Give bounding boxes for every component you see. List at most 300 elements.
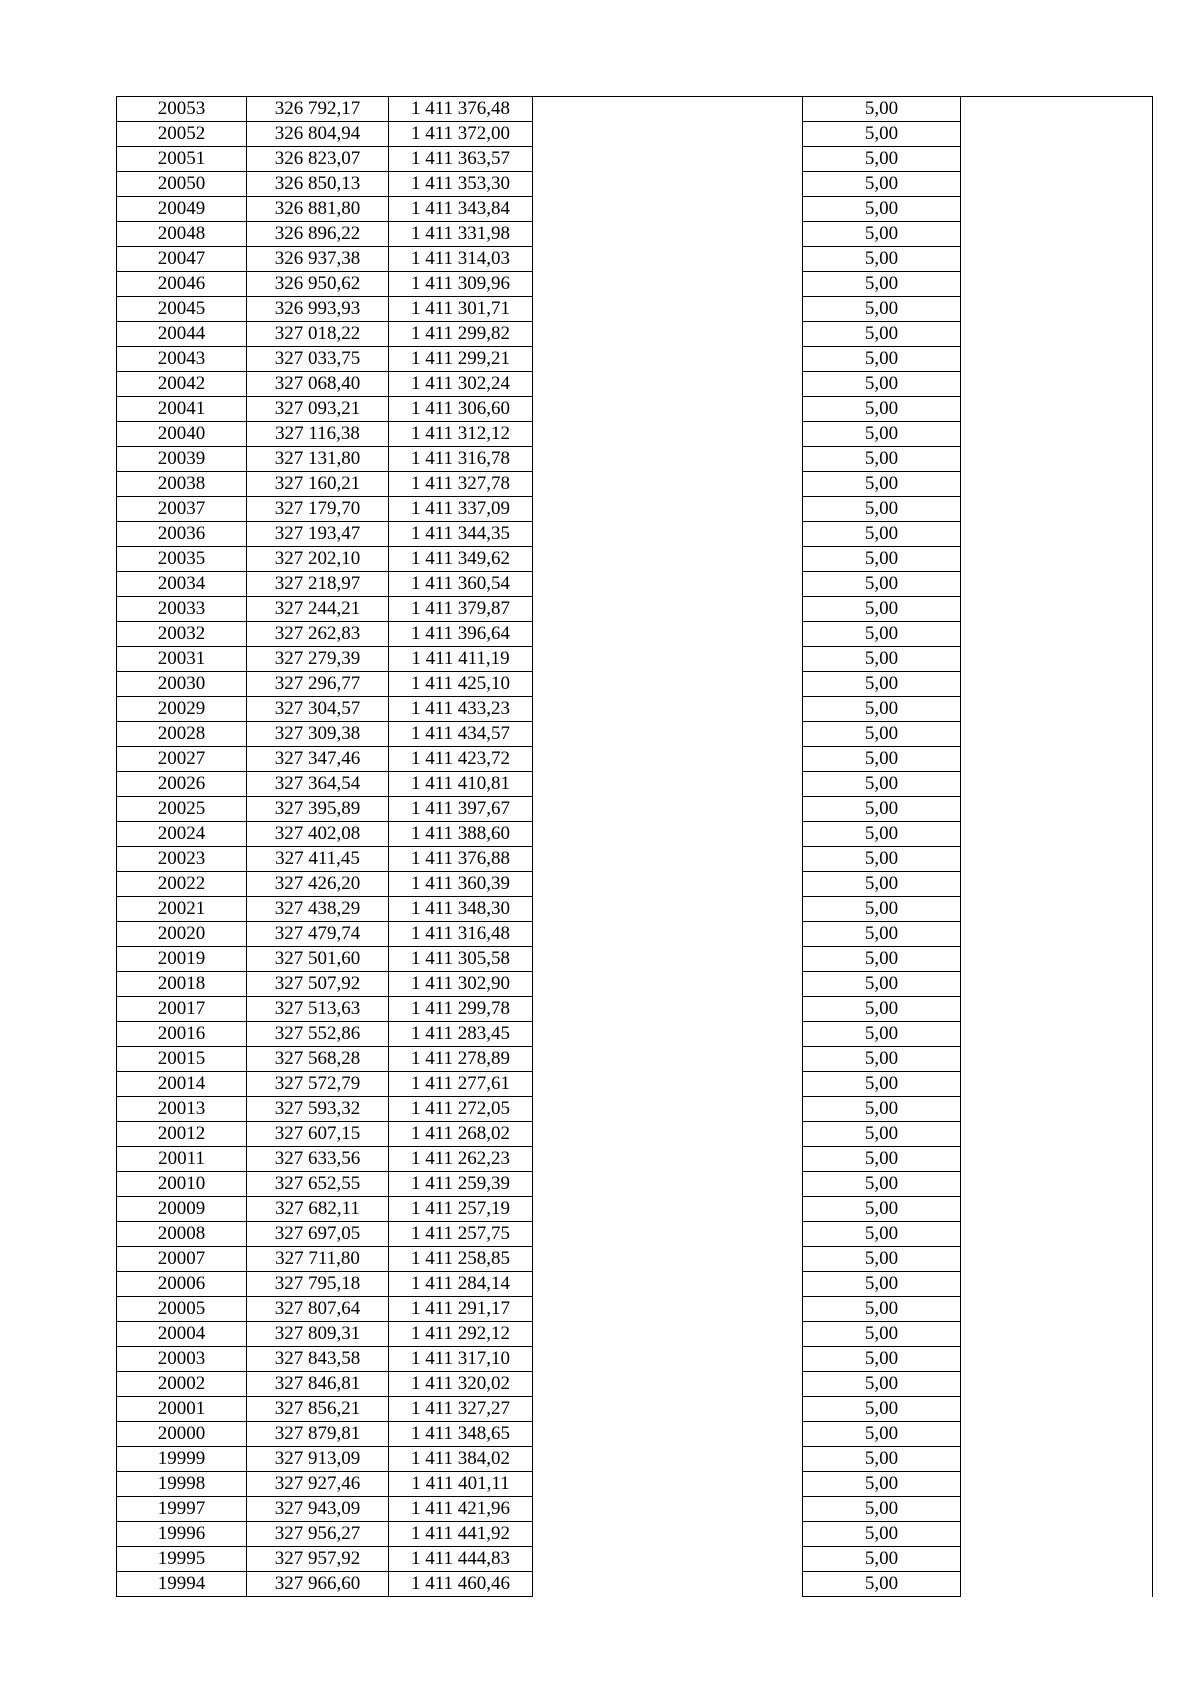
y-coordinate-cell: 1 411 302,24 xyxy=(389,372,533,397)
y-coordinate-cell: 1 411 372,00 xyxy=(389,122,533,147)
x-coordinate-cell: 326 950,62 xyxy=(247,272,389,297)
value-cell: 5,00 xyxy=(803,872,961,897)
table-row xyxy=(117,1397,1153,1422)
x-coordinate-cell: 326 792,17 xyxy=(247,97,389,122)
point-number-cell: 20042 xyxy=(117,372,247,397)
extra-cell xyxy=(961,97,1153,122)
value-cell: 5,00 xyxy=(803,197,961,222)
extra-cell xyxy=(961,372,1153,397)
point-number-cell: 20053 xyxy=(117,97,247,122)
y-coordinate-cell: 1 411 258,85 xyxy=(389,1247,533,1272)
empty-cell xyxy=(533,622,803,647)
point-number-cell: 20041 xyxy=(117,397,247,422)
point-number-cell: 19997 xyxy=(117,1497,247,1522)
y-coordinate-cell: 1 411 425,10 xyxy=(389,672,533,697)
x-coordinate-cell: 327 807,64 xyxy=(247,1297,389,1322)
y-coordinate-cell: 1 411 299,82 xyxy=(389,322,533,347)
y-coordinate-cell: 1 411 316,78 xyxy=(389,447,533,472)
point-number-cell: 20040 xyxy=(117,422,247,447)
point-number-cell: 20013 xyxy=(117,1097,247,1122)
x-coordinate-cell: 327 202,10 xyxy=(247,547,389,572)
empty-cell xyxy=(533,422,803,447)
empty-cell xyxy=(533,722,803,747)
value-cell: 5,00 xyxy=(803,1422,961,1447)
table-row xyxy=(117,522,1153,547)
x-coordinate-cell: 326 804,94 xyxy=(247,122,389,147)
point-number-cell: 20006 xyxy=(117,1272,247,1297)
extra-cell xyxy=(961,1422,1153,1447)
y-coordinate-cell: 1 411 397,67 xyxy=(389,797,533,822)
extra-cell xyxy=(961,397,1153,422)
y-coordinate-cell: 1 411 309,96 xyxy=(389,272,533,297)
x-coordinate-cell: 327 927,46 xyxy=(247,1472,389,1497)
empty-cell xyxy=(533,172,803,197)
extra-cell xyxy=(961,1297,1153,1322)
y-coordinate-cell: 1 411 314,03 xyxy=(389,247,533,272)
table-row xyxy=(117,1172,1153,1197)
empty-cell xyxy=(533,372,803,397)
extra-cell xyxy=(961,897,1153,922)
value-cell: 5,00 xyxy=(803,1547,961,1572)
point-number-cell: 20022 xyxy=(117,872,247,897)
value-cell: 5,00 xyxy=(803,1572,961,1597)
value-cell: 5,00 xyxy=(803,1047,961,1072)
value-cell: 5,00 xyxy=(803,972,961,997)
y-coordinate-cell: 1 411 291,17 xyxy=(389,1297,533,1322)
empty-cell xyxy=(533,1372,803,1397)
value-cell: 5,00 xyxy=(803,1172,961,1197)
empty-cell xyxy=(533,1147,803,1172)
table-row xyxy=(117,622,1153,647)
table-row xyxy=(117,497,1153,522)
value-cell: 5,00 xyxy=(803,722,961,747)
value-cell: 5,00 xyxy=(803,1297,961,1322)
value-cell: 5,00 xyxy=(803,1397,961,1422)
y-coordinate-cell: 1 411 337,09 xyxy=(389,497,533,522)
extra-cell xyxy=(961,1572,1153,1597)
empty-cell xyxy=(533,1322,803,1347)
empty-cell xyxy=(533,1247,803,1272)
empty-cell xyxy=(533,1072,803,1097)
empty-cell xyxy=(533,522,803,547)
x-coordinate-cell: 327 513,63 xyxy=(247,997,389,1022)
extra-cell xyxy=(961,697,1153,722)
point-number-cell: 20034 xyxy=(117,572,247,597)
table-row xyxy=(117,1572,1153,1597)
extra-cell xyxy=(961,972,1153,997)
empty-cell xyxy=(533,1397,803,1422)
x-coordinate-cell: 327 633,56 xyxy=(247,1147,389,1172)
x-coordinate-cell: 327 411,45 xyxy=(247,847,389,872)
table-row xyxy=(117,147,1153,172)
point-number-cell: 20027 xyxy=(117,747,247,772)
empty-cell xyxy=(533,1097,803,1122)
empty-cell xyxy=(533,1222,803,1247)
x-coordinate-cell: 327 033,75 xyxy=(247,347,389,372)
point-number-cell: 20036 xyxy=(117,522,247,547)
empty-cell xyxy=(533,897,803,922)
empty-cell xyxy=(533,222,803,247)
x-coordinate-cell: 327 018,22 xyxy=(247,322,389,347)
x-coordinate-cell: 327 160,21 xyxy=(247,472,389,497)
extra-cell xyxy=(961,122,1153,147)
extra-cell xyxy=(961,472,1153,497)
y-coordinate-cell: 1 411 283,45 xyxy=(389,1022,533,1047)
table-row xyxy=(117,1372,1153,1397)
empty-cell xyxy=(533,1472,803,1497)
extra-cell xyxy=(961,222,1153,247)
point-number-cell: 20020 xyxy=(117,922,247,947)
table-row xyxy=(117,1197,1153,1222)
empty-cell xyxy=(533,147,803,172)
extra-cell xyxy=(961,522,1153,547)
x-coordinate-cell: 327 438,29 xyxy=(247,897,389,922)
y-coordinate-cell: 1 411 410,81 xyxy=(389,772,533,797)
extra-cell xyxy=(961,1022,1153,1047)
empty-cell xyxy=(533,597,803,622)
extra-cell xyxy=(961,997,1153,1022)
extra-cell xyxy=(961,922,1153,947)
value-cell: 5,00 xyxy=(803,1122,961,1147)
value-cell: 5,00 xyxy=(803,847,961,872)
extra-cell xyxy=(961,1147,1153,1172)
y-coordinate-cell: 1 411 376,88 xyxy=(389,847,533,872)
empty-cell xyxy=(533,1347,803,1372)
y-coordinate-cell: 1 411 299,21 xyxy=(389,347,533,372)
y-coordinate-cell: 1 411 306,60 xyxy=(389,397,533,422)
y-coordinate-cell: 1 411 349,62 xyxy=(389,547,533,572)
point-number-cell: 20018 xyxy=(117,972,247,997)
table-row xyxy=(117,472,1153,497)
y-coordinate-cell: 1 411 460,46 xyxy=(389,1572,533,1597)
value-cell: 5,00 xyxy=(803,497,961,522)
y-coordinate-cell: 1 411 331,98 xyxy=(389,222,533,247)
empty-cell xyxy=(533,1197,803,1222)
point-number-cell: 20030 xyxy=(117,672,247,697)
y-coordinate-cell: 1 411 278,89 xyxy=(389,1047,533,1072)
y-coordinate-cell: 1 411 301,71 xyxy=(389,297,533,322)
table-row xyxy=(117,722,1153,747)
value-cell: 5,00 xyxy=(803,1197,961,1222)
point-number-cell: 20024 xyxy=(117,822,247,847)
table-row xyxy=(117,1497,1153,1522)
x-coordinate-cell: 326 896,22 xyxy=(247,222,389,247)
table-row xyxy=(117,597,1153,622)
table-row xyxy=(117,97,1153,122)
point-number-cell: 20033 xyxy=(117,597,247,622)
y-coordinate-cell: 1 411 257,19 xyxy=(389,1197,533,1222)
table-row xyxy=(117,397,1153,422)
x-coordinate-cell: 327 068,40 xyxy=(247,372,389,397)
x-coordinate-cell: 327 426,20 xyxy=(247,872,389,897)
table-row xyxy=(117,947,1153,972)
x-coordinate-cell: 327 364,54 xyxy=(247,772,389,797)
point-number-cell: 20046 xyxy=(117,272,247,297)
empty-cell xyxy=(533,347,803,372)
table-row xyxy=(117,1347,1153,1372)
y-coordinate-cell: 1 411 421,96 xyxy=(389,1497,533,1522)
table-row xyxy=(117,872,1153,897)
extra-cell xyxy=(961,1197,1153,1222)
value-cell: 5,00 xyxy=(803,922,961,947)
x-coordinate-cell: 327 304,57 xyxy=(247,697,389,722)
value-cell: 5,00 xyxy=(803,572,961,597)
value-cell: 5,00 xyxy=(803,372,961,397)
empty-cell xyxy=(533,472,803,497)
point-number-cell: 19998 xyxy=(117,1472,247,1497)
x-coordinate-cell: 326 937,38 xyxy=(247,247,389,272)
extra-cell xyxy=(961,797,1153,822)
table-row xyxy=(117,1022,1153,1047)
value-cell: 5,00 xyxy=(803,1222,961,1247)
y-coordinate-cell: 1 411 384,02 xyxy=(389,1447,533,1472)
y-coordinate-cell: 1 411 360,39 xyxy=(389,872,533,897)
x-coordinate-cell: 327 711,80 xyxy=(247,1247,389,1272)
point-number-cell: 20031 xyxy=(117,647,247,672)
point-number-cell: 20009 xyxy=(117,1197,247,1222)
x-coordinate-cell: 327 697,05 xyxy=(247,1222,389,1247)
empty-cell xyxy=(533,1297,803,1322)
empty-cell xyxy=(533,747,803,772)
x-coordinate-cell: 327 402,08 xyxy=(247,822,389,847)
point-number-cell: 20008 xyxy=(117,1222,247,1247)
x-coordinate-cell: 327 568,28 xyxy=(247,1047,389,1072)
y-coordinate-cell: 1 411 262,23 xyxy=(389,1147,533,1172)
y-coordinate-cell: 1 411 379,87 xyxy=(389,597,533,622)
extra-cell xyxy=(961,1372,1153,1397)
empty-cell xyxy=(533,922,803,947)
point-number-cell: 20023 xyxy=(117,847,247,872)
y-coordinate-cell: 1 411 292,12 xyxy=(389,1322,533,1347)
x-coordinate-cell: 327 846,81 xyxy=(247,1372,389,1397)
y-coordinate-cell: 1 411 343,84 xyxy=(389,197,533,222)
x-coordinate-cell: 327 479,74 xyxy=(247,922,389,947)
point-number-cell: 20044 xyxy=(117,322,247,347)
empty-cell xyxy=(533,1572,803,1597)
table-row xyxy=(117,897,1153,922)
x-coordinate-cell: 327 572,79 xyxy=(247,1072,389,1097)
value-cell: 5,00 xyxy=(803,397,961,422)
y-coordinate-cell: 1 411 444,83 xyxy=(389,1547,533,1572)
point-number-cell: 19994 xyxy=(117,1572,247,1597)
x-coordinate-cell: 327 193,47 xyxy=(247,522,389,547)
point-number-cell: 20021 xyxy=(117,897,247,922)
point-number-cell: 20038 xyxy=(117,472,247,497)
extra-cell xyxy=(961,1547,1153,1572)
x-coordinate-cell: 327 093,21 xyxy=(247,397,389,422)
value-cell: 5,00 xyxy=(803,1097,961,1122)
value-cell: 5,00 xyxy=(803,1522,961,1547)
x-coordinate-cell: 327 593,32 xyxy=(247,1097,389,1122)
extra-cell xyxy=(961,547,1153,572)
value-cell: 5,00 xyxy=(803,222,961,247)
extra-cell xyxy=(961,647,1153,672)
extra-cell xyxy=(961,422,1153,447)
x-coordinate-cell: 327 507,92 xyxy=(247,972,389,997)
point-number-cell: 19996 xyxy=(117,1522,247,1547)
point-number-cell: 20005 xyxy=(117,1297,247,1322)
y-coordinate-cell: 1 411 327,78 xyxy=(389,472,533,497)
empty-cell xyxy=(533,1497,803,1522)
point-number-cell: 20007 xyxy=(117,1247,247,1272)
x-coordinate-cell: 326 881,80 xyxy=(247,197,389,222)
table-row xyxy=(117,1297,1153,1322)
empty-cell xyxy=(533,1272,803,1297)
y-coordinate-cell: 1 411 284,14 xyxy=(389,1272,533,1297)
x-coordinate-cell: 327 179,70 xyxy=(247,497,389,522)
x-coordinate-cell: 327 607,15 xyxy=(247,1122,389,1147)
x-coordinate-cell: 326 993,93 xyxy=(247,297,389,322)
extra-cell xyxy=(961,1397,1153,1422)
table-row xyxy=(117,372,1153,397)
empty-cell xyxy=(533,822,803,847)
table-row xyxy=(117,1122,1153,1147)
coordinates-table-body xyxy=(117,97,1153,1597)
extra-cell xyxy=(961,272,1153,297)
extra-cell xyxy=(961,1347,1153,1372)
empty-cell xyxy=(533,772,803,797)
empty-cell xyxy=(533,947,803,972)
coordinates-table xyxy=(116,96,1153,1597)
y-coordinate-cell: 1 411 396,64 xyxy=(389,622,533,647)
x-coordinate-cell: 327 218,97 xyxy=(247,572,389,597)
value-cell: 5,00 xyxy=(803,1072,961,1097)
x-coordinate-cell: 327 501,60 xyxy=(247,947,389,972)
point-number-cell: 19999 xyxy=(117,1447,247,1472)
table-row xyxy=(117,422,1153,447)
value-cell: 5,00 xyxy=(803,1497,961,1522)
y-coordinate-cell: 1 411 268,02 xyxy=(389,1122,533,1147)
extra-cell xyxy=(961,172,1153,197)
table-row xyxy=(117,1247,1153,1272)
value-cell: 5,00 xyxy=(803,597,961,622)
extra-cell xyxy=(961,1097,1153,1122)
value-cell: 5,00 xyxy=(803,347,961,372)
extra-cell xyxy=(961,1522,1153,1547)
x-coordinate-cell: 327 943,09 xyxy=(247,1497,389,1522)
point-number-cell: 20028 xyxy=(117,722,247,747)
value-cell: 5,00 xyxy=(803,522,961,547)
x-coordinate-cell: 327 795,18 xyxy=(247,1272,389,1297)
table-row xyxy=(117,797,1153,822)
y-coordinate-cell: 1 411 316,48 xyxy=(389,922,533,947)
x-coordinate-cell: 327 682,11 xyxy=(247,1197,389,1222)
empty-cell xyxy=(533,547,803,572)
extra-cell xyxy=(961,947,1153,972)
value-cell: 5,00 xyxy=(803,1147,961,1172)
value-cell: 5,00 xyxy=(803,322,961,347)
extra-cell xyxy=(961,772,1153,797)
value-cell: 5,00 xyxy=(803,797,961,822)
extra-cell xyxy=(961,672,1153,697)
x-coordinate-cell: 327 552,86 xyxy=(247,1022,389,1047)
x-coordinate-cell: 326 823,07 xyxy=(247,147,389,172)
x-coordinate-cell: 326 850,13 xyxy=(247,172,389,197)
extra-cell xyxy=(961,1497,1153,1522)
y-coordinate-cell: 1 411 327,27 xyxy=(389,1397,533,1422)
point-number-cell: 20010 xyxy=(117,1172,247,1197)
y-coordinate-cell: 1 411 272,05 xyxy=(389,1097,533,1122)
table-row xyxy=(117,272,1153,297)
extra-cell xyxy=(961,297,1153,322)
extra-cell xyxy=(961,497,1153,522)
extra-cell xyxy=(961,747,1153,772)
empty-cell xyxy=(533,972,803,997)
value-cell: 5,00 xyxy=(803,947,961,972)
table-row xyxy=(117,1222,1153,1247)
table-row xyxy=(117,1547,1153,1572)
empty-cell xyxy=(533,1547,803,1572)
table-row xyxy=(117,772,1153,797)
extra-cell xyxy=(961,1122,1153,1147)
y-coordinate-cell: 1 411 312,12 xyxy=(389,422,533,447)
empty-cell xyxy=(533,572,803,597)
empty-cell xyxy=(533,1522,803,1547)
point-number-cell: 19995 xyxy=(117,1547,247,1572)
empty-cell xyxy=(533,872,803,897)
extra-cell xyxy=(961,1247,1153,1272)
empty-cell xyxy=(533,697,803,722)
point-number-cell: 20019 xyxy=(117,947,247,972)
x-coordinate-cell: 327 347,46 xyxy=(247,747,389,772)
empty-cell xyxy=(533,122,803,147)
empty-cell xyxy=(533,1447,803,1472)
point-number-cell: 20035 xyxy=(117,547,247,572)
extra-cell xyxy=(961,447,1153,472)
value-cell: 5,00 xyxy=(803,747,961,772)
empty-cell xyxy=(533,672,803,697)
value-cell: 5,00 xyxy=(803,172,961,197)
table-row xyxy=(117,172,1153,197)
extra-cell xyxy=(961,147,1153,172)
value-cell: 5,00 xyxy=(803,672,961,697)
extra-cell xyxy=(961,1047,1153,1072)
value-cell: 5,00 xyxy=(803,1272,961,1297)
value-cell: 5,00 xyxy=(803,697,961,722)
value-cell: 5,00 xyxy=(803,1347,961,1372)
point-number-cell: 20052 xyxy=(117,122,247,147)
table-row xyxy=(117,297,1153,322)
table-row xyxy=(117,122,1153,147)
y-coordinate-cell: 1 411 363,57 xyxy=(389,147,533,172)
value-cell: 5,00 xyxy=(803,1247,961,1272)
point-number-cell: 20017 xyxy=(117,997,247,1022)
x-coordinate-cell: 327 956,27 xyxy=(247,1522,389,1547)
extra-cell xyxy=(961,822,1153,847)
point-number-cell: 20015 xyxy=(117,1047,247,1072)
value-cell: 5,00 xyxy=(803,897,961,922)
empty-cell xyxy=(533,1122,803,1147)
y-coordinate-cell: 1 411 388,60 xyxy=(389,822,533,847)
extra-cell xyxy=(961,722,1153,747)
x-coordinate-cell: 327 957,92 xyxy=(247,1547,389,1572)
point-number-cell: 20039 xyxy=(117,447,247,472)
x-coordinate-cell: 327 244,21 xyxy=(247,597,389,622)
point-number-cell: 20012 xyxy=(117,1122,247,1147)
table-row xyxy=(117,1147,1153,1172)
point-number-cell: 20025 xyxy=(117,797,247,822)
value-cell: 5,00 xyxy=(803,422,961,447)
y-coordinate-cell: 1 411 317,10 xyxy=(389,1347,533,1372)
point-number-cell: 20045 xyxy=(117,297,247,322)
point-number-cell: 20032 xyxy=(117,622,247,647)
value-cell: 5,00 xyxy=(803,622,961,647)
table-row xyxy=(117,697,1153,722)
point-number-cell: 20047 xyxy=(117,247,247,272)
table-row xyxy=(117,922,1153,947)
empty-cell xyxy=(533,647,803,672)
y-coordinate-cell: 1 411 411,19 xyxy=(389,647,533,672)
